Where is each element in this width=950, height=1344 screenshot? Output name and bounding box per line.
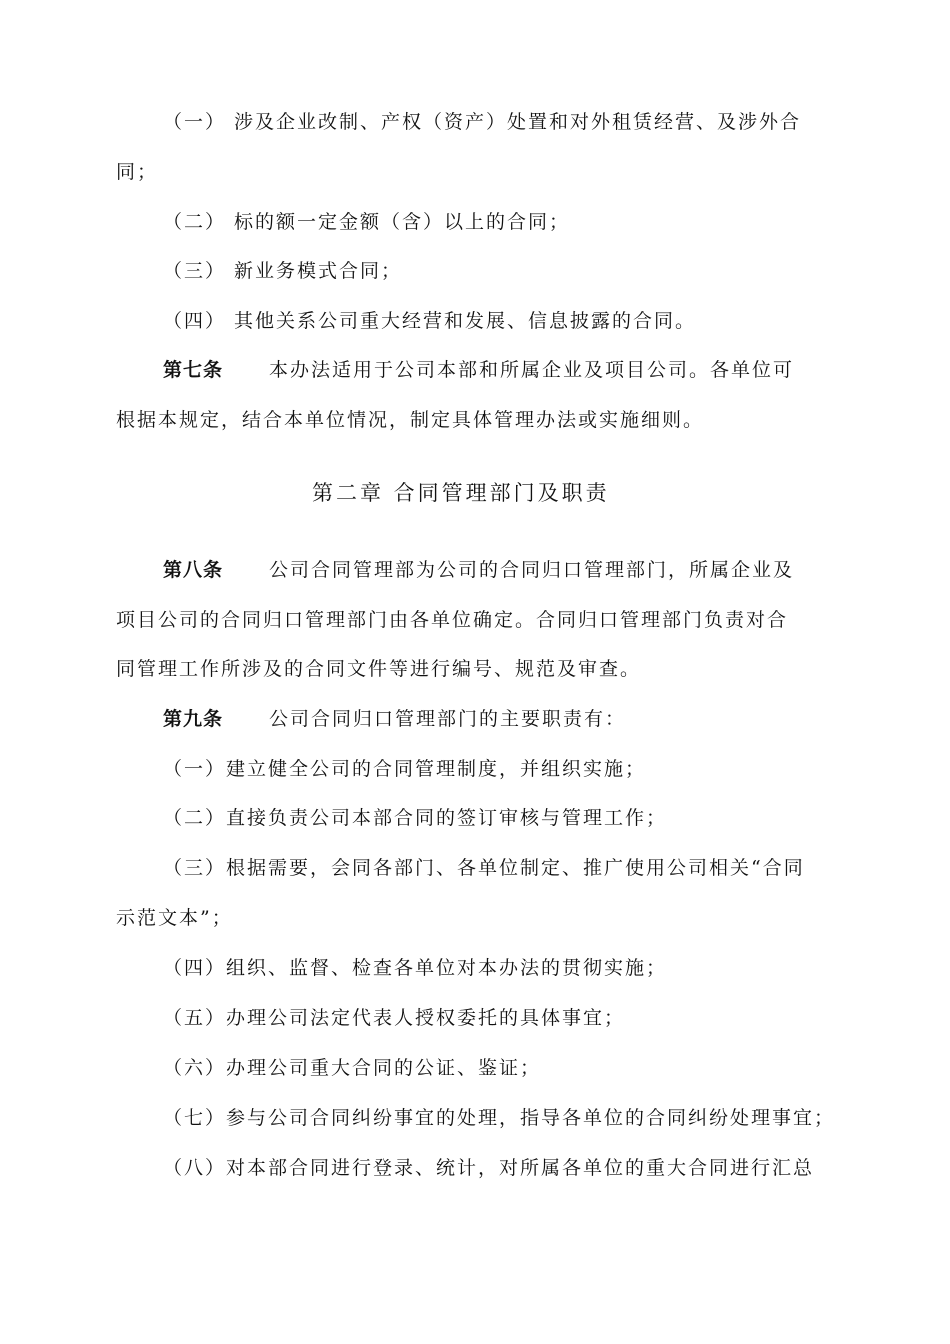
duty-item-1: （一）建立健全公司的合同管理制度，并组织实施； [163, 758, 647, 780]
article-8-label: 第八条 [163, 559, 224, 581]
duty-item-2: （二）直接负责公司本部合同的签订审核与管理工作； [163, 807, 668, 829]
clause-item-4: （四） 其他关系公司重大经营和发展、信息披露的合同。 [163, 310, 697, 332]
article-7 [163, 358, 794, 382]
article-7-text: 本办法适用于公司本部和所属企业及项目公司。各单位可 [269, 359, 795, 381]
duty-item-7: （七）参与公司合同纠纷事宜的处理，指导各单位的合同纠纷处理事宜； [163, 1107, 836, 1129]
article-8-cont-1: 项目公司的合同归口管理部门由各单位确定。合同归口管理部门负责对合 [116, 609, 789, 631]
duty-item-4: （四）组织、监督、检查各单位对本办法的贯彻实施； [163, 957, 668, 979]
article-9-text: 公司合同归口管理部门的主要职责有： [269, 708, 627, 730]
clause-item-3: （三） 新业务模式合同； [163, 260, 403, 282]
clause-item-2: （二） 标的额一定金额（含）以上的合同； [163, 211, 571, 233]
clause-item-1: （一） 涉及企业改制、产权（资产）处置和对外租赁经营、及涉外合 [163, 111, 802, 133]
article-7-label: 第七条 [163, 359, 224, 381]
duty-item-8: （八）对本部合同进行登录、统计，对所属各单位的重大合同进行汇总 [163, 1157, 815, 1179]
duty-item-5: （五）办理公司法定代表人授权委托的具体事宜； [163, 1007, 626, 1029]
duty-item-3-cont: 示范文本”； [116, 907, 233, 929]
article-8 [163, 558, 794, 582]
article-8-cont-2: 同管理工作所涉及的合同文件等进行编号、规范及审查。 [116, 658, 642, 680]
clause-item-1-cont: 同； [116, 161, 159, 183]
chapter-heading: 第二章 合同管理部门及职责 [312, 481, 610, 505]
duty-item-6: （六）办理公司重大合同的公证、鉴证； [163, 1057, 542, 1079]
article-7-cont: 根据本规定，结合本单位情况，制定具体管理办法或实施细则。 [116, 409, 705, 431]
duty-item-3: （三）根据需要，会同各部门、各单位制定、推广使用公司相关“合同 [163, 857, 805, 879]
article-8-text: 公司合同管理部为公司的合同归口管理部门，所属企业及 [269, 559, 795, 581]
article-9-label: 第九条 [163, 708, 224, 730]
article-9 [163, 707, 626, 731]
